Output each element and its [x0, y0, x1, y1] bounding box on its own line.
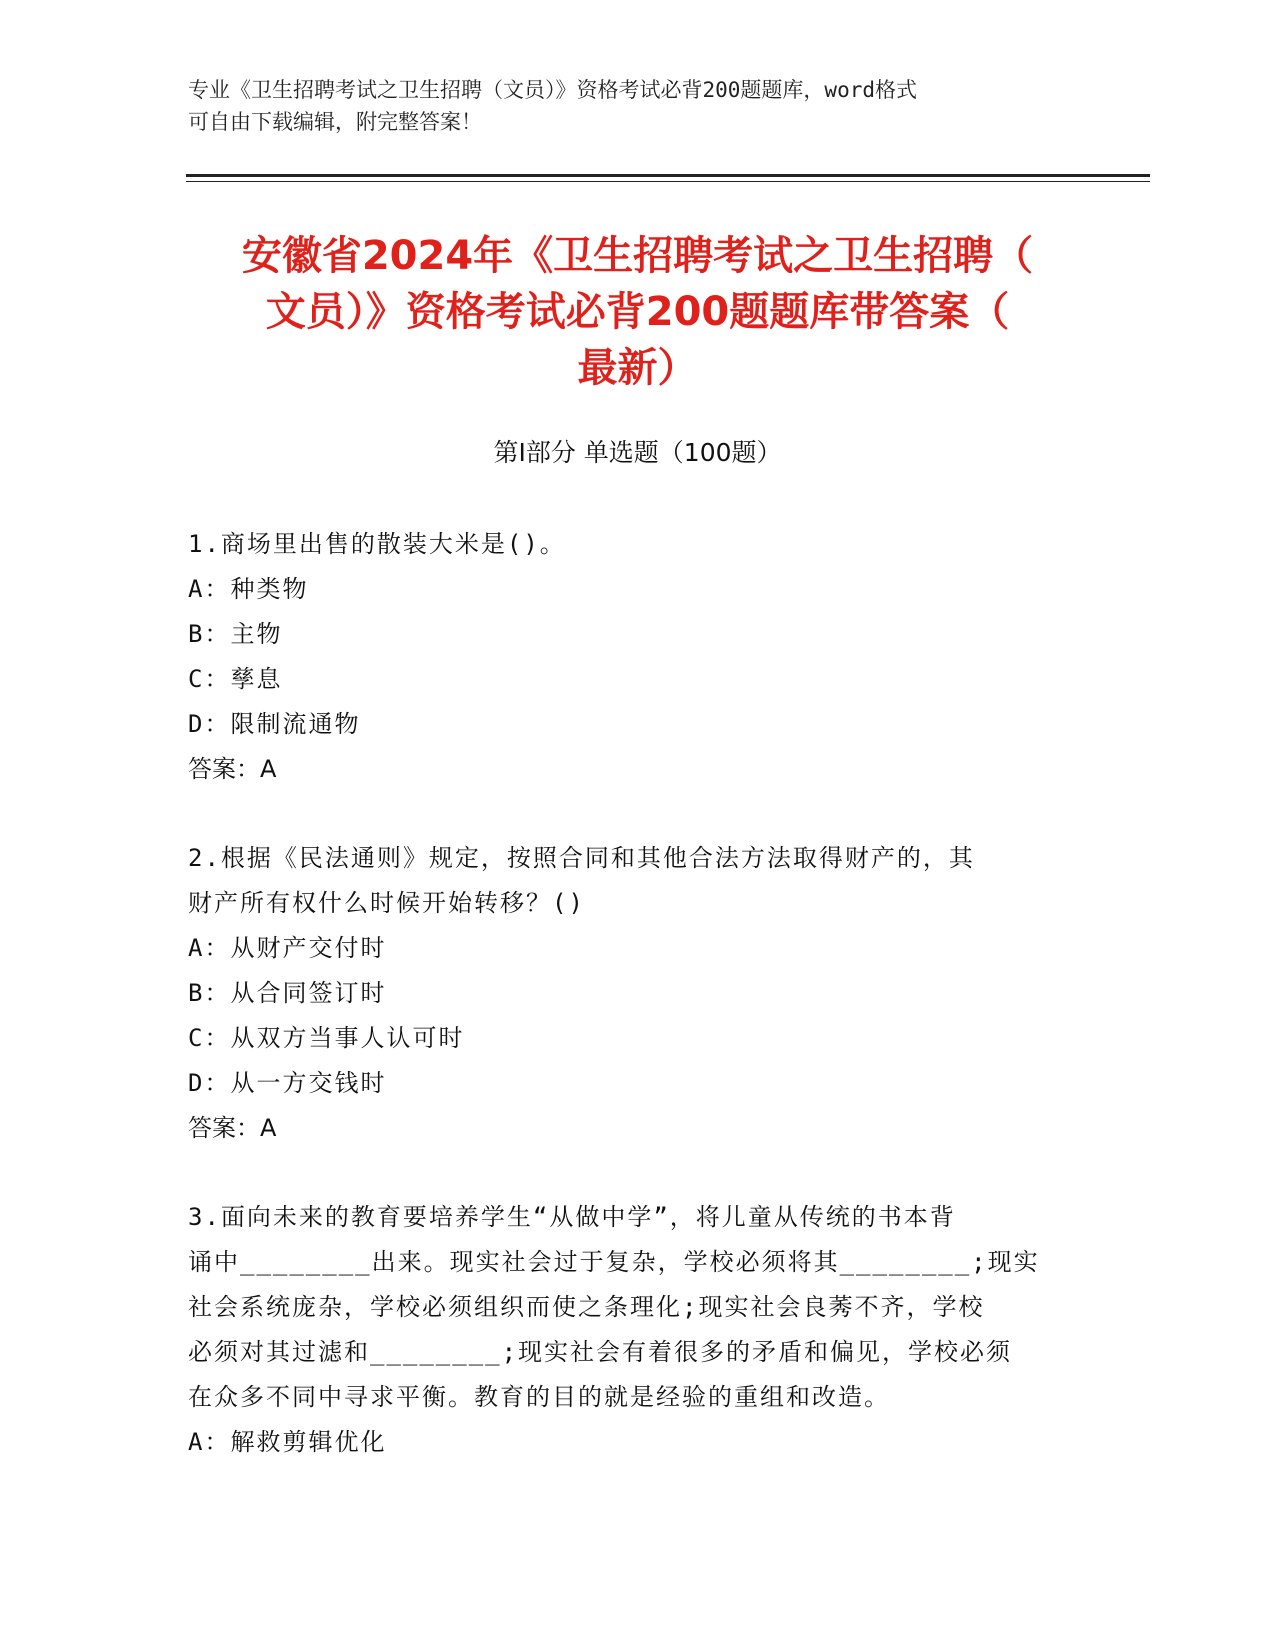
question-stem: 必须对其过滤和________;现实社会有着很多的矛盾和偏见，学校必须 [188, 1338, 1013, 1366]
answer-option: C：孳息 [188, 665, 283, 693]
question-stem: 2.根据《民法通则》规定，按照合同和其他合法方法取得财产的，其 [188, 844, 975, 872]
title-line: 文员）》资格考试必背200题题库带答案（ [265, 289, 1010, 335]
header-note-line: 可自由下载编辑，附完整答案！ [188, 110, 482, 134]
answer-option: A：从财产交付时 [188, 934, 387, 962]
title-line: 安徽省2024年《卫生招聘考试之卫生招聘（ [241, 233, 1034, 279]
answer-option: D：限制流通物 [188, 710, 361, 738]
question-stem: 3.面向未来的教育要培养学生“从做中学”，将儿童从传统的书本背 [188, 1203, 956, 1231]
document-title [170, 228, 1105, 396]
question-item [188, 522, 1068, 792]
header-divider-thick [186, 174, 1150, 177]
question-item [188, 1195, 1068, 1465]
answer-option: B：主物 [188, 620, 283, 648]
question-stem: 1.商场里出售的散装大米是()。 [188, 530, 566, 558]
question-stem: 诵中________出来。现实社会过于复杂，学校必须将其________;现实 [188, 1248, 1040, 1276]
answer-option: A：解救剪辑优化 [188, 1428, 387, 1456]
header-note-line: 专业《卫生招聘考试之卫生招聘（文员）》资格考试必背200题题库，word格式 [188, 78, 917, 102]
question-stem: 社会系统庞杂，学校必须组织而使之条理化;现实社会良莠不齐，学校 [188, 1293, 985, 1321]
answer-option: A：种类物 [188, 575, 309, 603]
answer-option: B：从合同签订时 [188, 979, 387, 1007]
header-divider-thin [186, 181, 1150, 182]
section-heading: 第I部分 单选题（100题） [493, 438, 782, 467]
question-stem: 在众多不同中寻求平衡。教育的目的就是经验的重组和改造。 [188, 1383, 890, 1411]
title-line: 最新） [577, 345, 698, 391]
correct-answer: 答案：A [188, 1114, 277, 1142]
correct-answer: 答案：A [188, 755, 277, 783]
question-stem: 财产所有权什么时候开始转移？() [188, 889, 585, 917]
header-note [188, 74, 1068, 138]
question-list [188, 522, 1068, 1509]
answer-option: D：从一方交钱时 [188, 1069, 387, 1097]
answer-option: C：从双方当事人认可时 [188, 1024, 465, 1052]
question-item [188, 836, 1068, 1151]
